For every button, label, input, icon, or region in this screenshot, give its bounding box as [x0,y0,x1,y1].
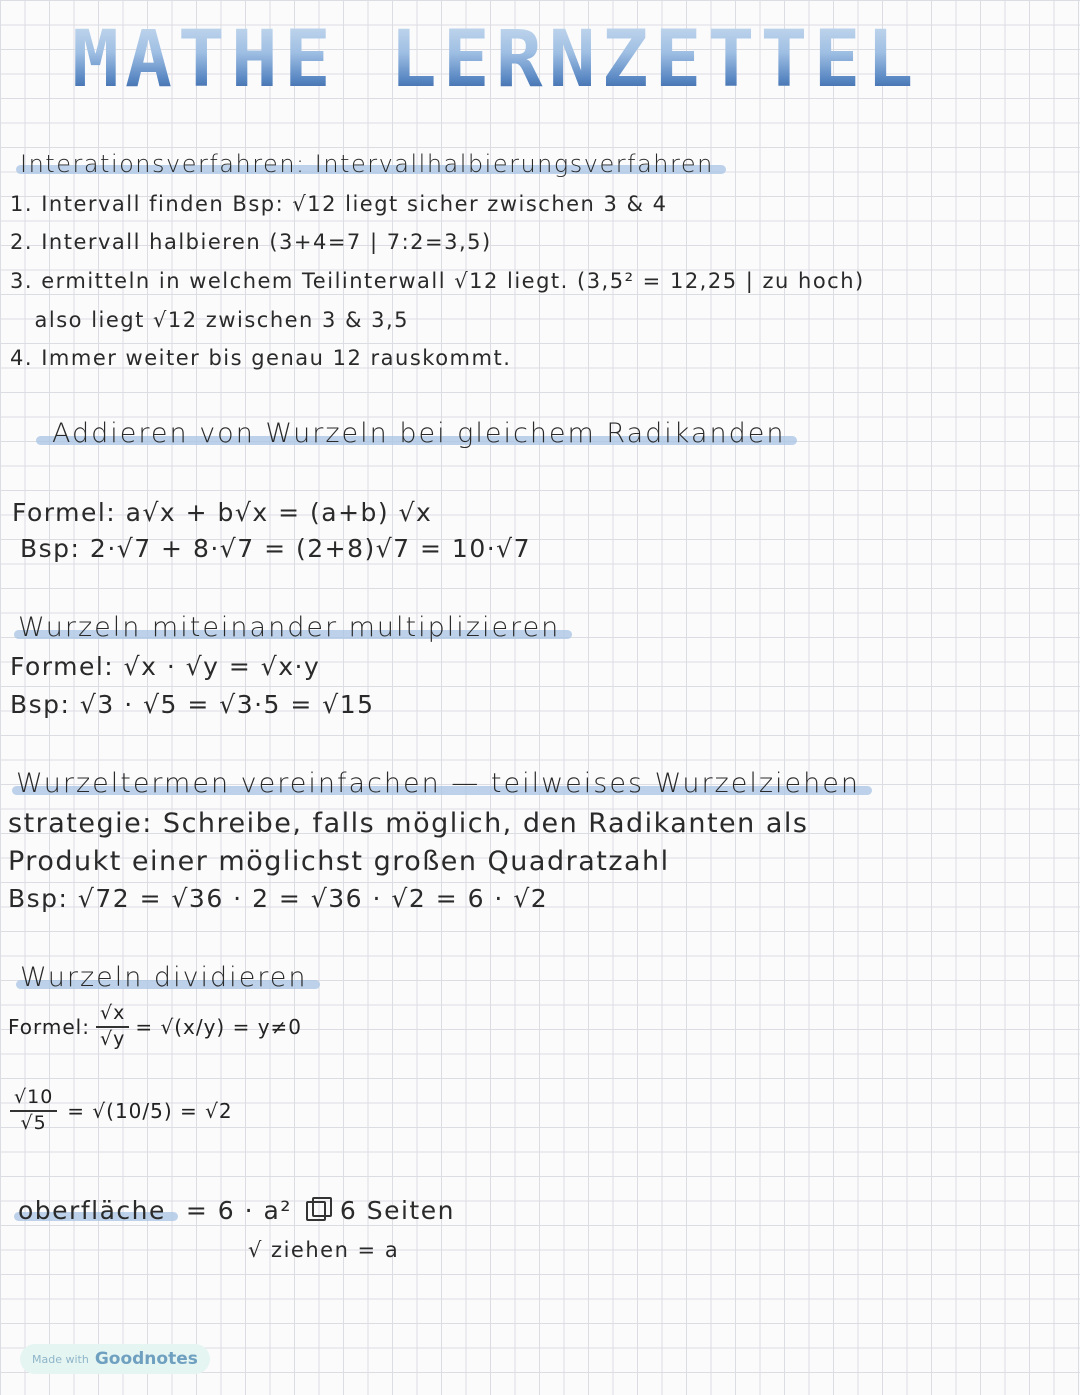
section-heading-addieren: Addieren von Wurzeln bei gleichem Radikanden [48,418,791,449]
strategie-zeile-2: Produkt einer möglichst großen Quadratzahl [8,846,670,877]
oberflaeche-label: oberfläche [14,1196,172,1225]
cube-icon [306,1201,326,1221]
addieren-formel: Formel: a√x + b√x = (a+b) √x [12,498,433,527]
beispiel-rest: = √(10/5) = √2 [67,1098,233,1123]
section-heading-multiplizieren: Wurzeln miteinander multiplizieren [14,612,566,643]
dividieren-beispiel [10,1088,233,1134]
section-heading-dividieren: Wurzeln dividieren [16,962,314,993]
section-heading-vereinfachen: Wurzeltermen vereinfachen — teilweises Wurzelziehen [12,768,866,799]
beispiel-nenner: √5 [20,1111,47,1134]
strategie-zeile-1: strategie: Schreibe, falls möglich, den Radikanten als [8,808,809,839]
oberflaeche-formel: = 6 · a² [185,1196,292,1225]
page-title: MATHE LERNZETTEL [72,15,920,105]
oberflaeche-seiten: 6 Seiten [339,1196,455,1225]
oberflaeche-zeile [14,1196,455,1225]
dividieren-formel-label: Formel: [8,1014,90,1039]
formel-zaehler: √x [96,1004,129,1028]
formel-bruch [96,1004,129,1050]
addieren-beispiel: Bsp: 2·√7 + 8·√7 = (2+8)√7 = 10·√7 [20,534,532,563]
step-4: 4. Immer weiter bis genau 12 rauskommt. [10,346,512,370]
multiplizieren-formel: Formel: √x · √y = √x·y [10,652,321,681]
dividieren-formel [8,1004,302,1050]
multiplizieren-beispiel: Bsp: √3 · √5 = √3·5 = √15 [10,690,375,719]
vereinfachen-beispiel: Bsp: √72 = √36 · 2 = √36 · √2 = 6 · √2 [8,884,549,913]
oberflaeche-wurzel: √ ziehen = a [248,1238,400,1262]
beispiel-bruch [10,1088,57,1134]
goodnotes-badge [20,1344,210,1374]
beispiel-zaehler: √10 [10,1088,57,1112]
made-with-label: Made with [32,1352,89,1366]
step-1: 1. Intervall finden Bsp: √12 liegt sicher zwischen 3 & 4 [10,192,668,216]
step-3-continued: also liegt √12 zwischen 3 & 3,5 [10,308,410,332]
step-2: 2. Intervall halbieren (3+4=7 | 7:2=3,5) [10,230,492,254]
section-heading-intervallhalbierung: Interationsverfahren: Intervallhalbierungsverfahren [16,150,720,178]
step-3: 3. ermitteln in welchem Teilinterwall √12 liegt. (3,5² = 12,25 | zu hoch) [10,269,865,293]
goodnotes-brand: Goodnotes [94,1349,198,1369]
formel-nenner: √y [99,1027,126,1050]
formel-rest: = √(x/y) = y≠0 [135,1014,303,1039]
